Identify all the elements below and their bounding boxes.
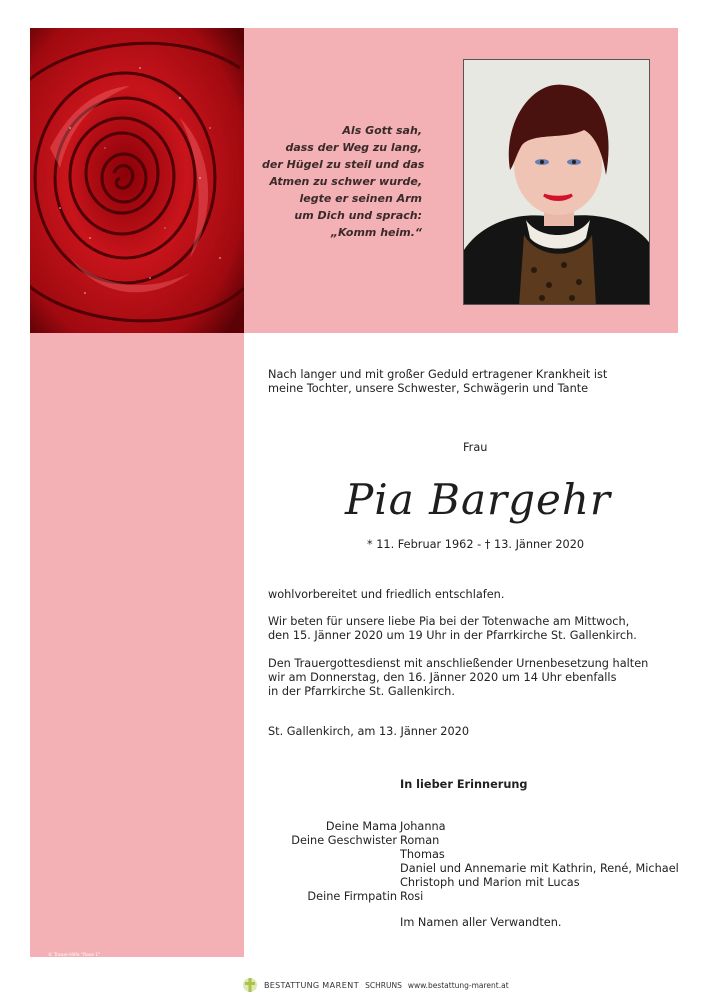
quote-line: Atmen zu schwer wurde,: [269, 175, 422, 188]
wake-line: den 15. Jänner 2020 um 19 Uhr in der Pfarrkirche St. Gallenkirch.: [268, 629, 637, 642]
funeral-text: [268, 657, 648, 699]
passing-text: wohlvorbereitet und friedlich entschlafen.: [268, 588, 505, 601]
intro-line: meine Tochter, unsere Schwester, Schwägerin und Tante: [268, 382, 589, 395]
wake-text: [268, 615, 637, 643]
mourner-group: [230, 834, 700, 890]
brand-name: MARENT: [322, 980, 360, 990]
portrait-photo: [463, 59, 650, 305]
quote-line: der Hügel zu steil und das: [262, 158, 425, 171]
cross-logo-icon: [242, 976, 258, 994]
mourner-label: Deine Firmpatin: [307, 890, 397, 903]
rose-image: [30, 28, 244, 333]
quote-line: um Dich und sprach:: [294, 209, 422, 222]
quote-line: legte er seinen Arm: [299, 192, 422, 205]
place-date: St. Gallenkirch, am 13. Jänner 2020: [268, 725, 470, 738]
funeral-home-brand: [264, 981, 359, 990]
mourner-name: Johanna: [400, 820, 446, 833]
mourner-name: Rosi: [400, 890, 424, 903]
closing-text: Im Namen aller Verwandten.: [400, 916, 562, 929]
quote-line: dass der Weg zu lang,: [285, 141, 422, 154]
deceased-name: Pia Bargehr: [345, 475, 611, 524]
side-pink-band: [30, 333, 244, 957]
brand-city: SCHRUNS: [365, 980, 402, 990]
intro-line: Nach langer und mit großer Geduld ertragener Krankheit ist: [268, 368, 608, 381]
mourner-name: Christoph und Marion mit Lucas: [400, 876, 580, 889]
funeral-line: Den Trauergottesdienst mit anschließender Urnenbesetzung halten: [268, 657, 649, 670]
mourner-label: Deine Mama: [325, 820, 397, 833]
mourner-group: [230, 820, 700, 834]
brand-url[interactable]: www.bestattung-marent.at: [407, 980, 509, 990]
memory-heading: In lieber Erinnerung: [400, 778, 528, 791]
quote-line: „Komm heim.“: [330, 226, 422, 239]
brand-prefix: BESTATTUNG: [264, 980, 320, 990]
funeral-line: wir am Donnerstag, den 16. Jänner 2020 um 14 Uhr ebenfalls: [268, 671, 617, 684]
mourners-list: [230, 820, 700, 904]
mourner-name: Thomas: [400, 848, 445, 861]
life-dates: * 11. Februar 1962 - † 13. Jänner 2020: [367, 538, 585, 551]
wake-line: Wir beten für unsere liebe Pia bei der Totenwache am Mittwoch,: [268, 615, 630, 628]
mourner-name: Roman: [400, 834, 440, 847]
mourner-name: Daniel und Annemarie mit Kathrin, René, Michael: [400, 862, 679, 875]
intro-text: [268, 368, 607, 396]
mourner-label: Deine Geschwister: [291, 834, 397, 847]
footer: [242, 975, 509, 995]
mourner-group: [230, 890, 700, 904]
salutation: Frau: [463, 441, 488, 454]
quote-poem: [262, 122, 425, 241]
funeral-line: in der Pfarrkirche St. Gallenkirch.: [268, 685, 455, 698]
copyright-note: © Trauer-Hilfe "Rose 1": [48, 953, 101, 958]
quote-line: Als Gott sah,: [342, 124, 422, 137]
